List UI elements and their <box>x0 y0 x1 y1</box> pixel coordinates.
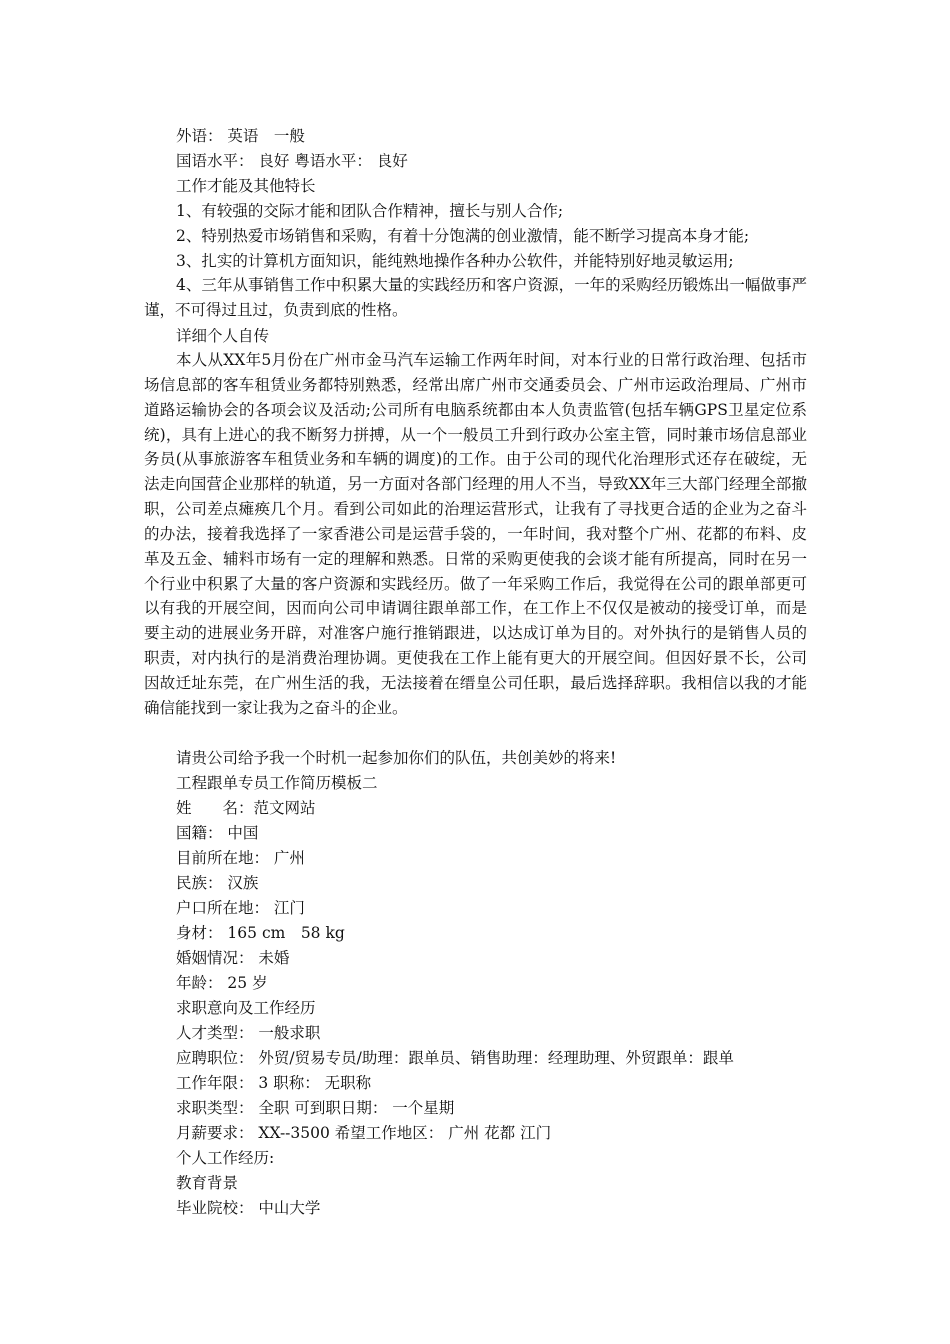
skill-item-2: 2、特别热爱市场销售和采购，有着十分饱满的创业激情，能不断学习提高本身才能; <box>176 227 750 245</box>
salary-line: 月薪要求： XX--3500 希望工作地区： 广州 花都 江门 <box>176 1124 552 1142</box>
household-line: 户口所在地： 江门 <box>176 899 305 917</box>
job-type-line: 求职类型： 全职 可到职日期： 一个星期 <box>176 1099 455 1117</box>
work-history-heading: 个人工作经历: <box>176 1149 275 1167</box>
skill-item-1: 1、有较强的交际才能和团队合作精神，擅长与别人合作; <box>176 202 564 220</box>
closing-line: 请贵公司给予我一个时机一起参加你们的队伍，共创美妙的将来! <box>176 749 617 767</box>
location-line: 目前所在地： 广州 <box>176 849 305 867</box>
body-line: 身材： 165 cm 58 kg <box>176 924 345 942</box>
skill-item-3: 3、扎实的计算机方面知识，能纯熟地操作各种办公软件，并能特别好地灵敏运用; <box>176 252 734 270</box>
job-intent-heading: 求职意向及工作经历 <box>176 999 316 1017</box>
bio-paragraph: 本人从XX年5月份在广州市金马汽车运输工作两年时间，对本行业的日常行政治理、包括市场信息部的客车租赁业务都特别熟悉，经常出席广州市交通委员会、广州市运政治理局、广州市道路运输协会的各项会议及活动;公司所有电脑系统都由本人负责监管(包括车辆GPS卫星定位系统)，具有上进心的我不断努力拼搏，从一个一般员工升到行政办公室主管，同时兼市场信息部业务员(从事旅游客车租赁业务和车辆的调度)的工作。由于公司的现代化治理形式还存在破绽，无法走向国营企业那样的轨道，另一方面对各部门经理的用人不当，导致XX年三大部门经理全部撤职，公司差点瘫痪几个月。看到公司如此的治理运营形式，让我有了寻找更合适的企业为之奋斗的办法，接着我选择了一家香港公司是运营手袋的，一年时间，我对整个广州、花都的布料、皮革及五金、辅料市场有一定的理解和熟悉。日常的采购更使我的会谈才能有所提高，同时在另一个行业中积累了大量的客户资源和实践经历。做了一年采购工作后，我觉得在公司的跟单部更可以有我的开展空间，因而向公司申请调往跟单部工作，在工作上不仅仅是被动的接受订单，而是要主动的进展业务开辟，对准客户施行推销跟进，以达成订单为目的。对外执行的是销售人员的职责，对内执行的是消费治理协调。更使我在工作上能有更大的开展空间。但因好景不长，公司因故迁址东莞，在广州生活的我，无法接着在缙皇公司任职，最后选择辞职。我相信以我的才能确信能找到一家让我为之奋斗的企业。 <box>144 351 807 717</box>
nationality-line: 国籍： 中国 <box>176 824 259 842</box>
template2-title: 工程跟单专员工作简历模板二 <box>176 774 378 792</box>
work-years-line: 工作年限： 3 职称： 无职称 <box>176 1074 372 1092</box>
marital-line: 婚姻情况： 未婚 <box>176 949 290 967</box>
position-line: 应聘职位： 外贸/贸易专员/助理：跟单员、销售助理：经理助理、外贸跟单：跟单 <box>176 1049 734 1067</box>
education-heading: 教育背景 <box>176 1174 239 1192</box>
age-line: 年龄： 25 岁 <box>176 974 268 992</box>
talent-type-line: 人才类型： 一般求职 <box>176 1024 321 1042</box>
school-line: 毕业院校： 中山大学 <box>176 1199 321 1217</box>
skills-heading: 工作才能及其他特长 <box>176 177 316 195</box>
bio-heading: 详细个人自传 <box>176 327 270 345</box>
ethnicity-line: 民族： 汉族 <box>176 874 259 892</box>
skill-item-4: 4、三年从事销售工作中积累大量的实践经历和客户资源，一年的采购经历锻炼出一幅做事严谨，不可得过且过，负责到底的性格。 <box>144 276 807 319</box>
foreign-language-line: 外语： 英语 一般 <box>176 127 305 145</box>
name-line: 姓 名：范文网站 <box>176 799 316 817</box>
language-level-line: 国语水平： 良好 粤语水平： 良好 <box>176 152 408 170</box>
